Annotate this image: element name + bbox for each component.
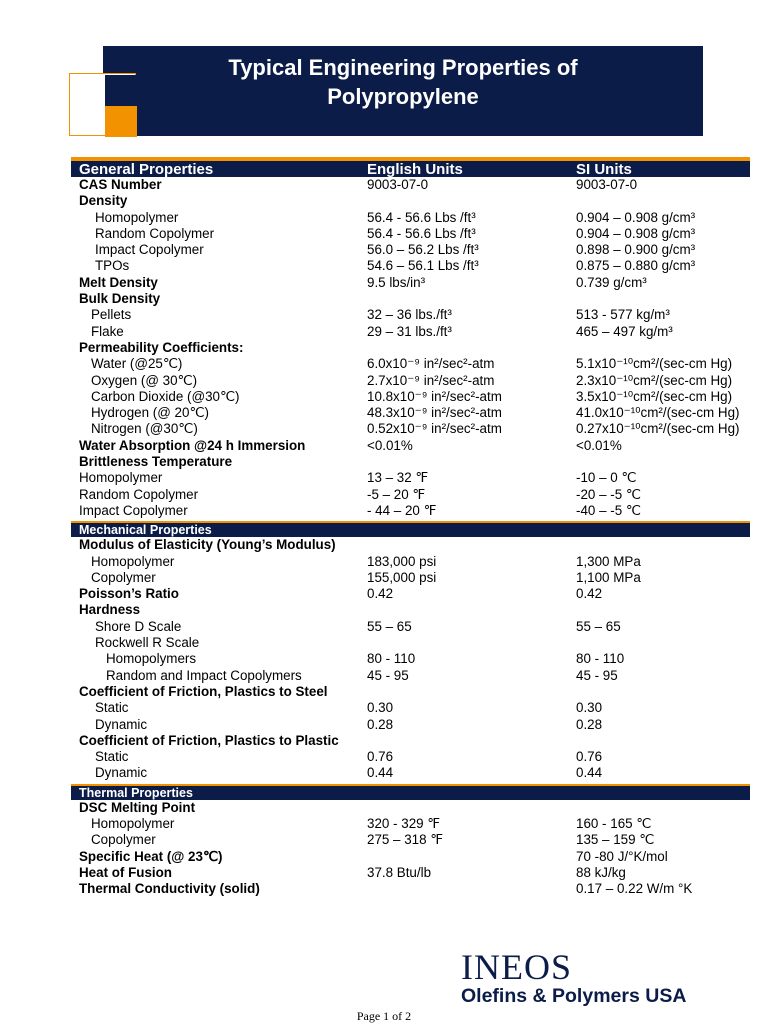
property-label: Density [79,193,128,209]
property-label: Homopolymer [79,470,163,486]
table-row [71,570,750,586]
header-general: General Properties [79,161,214,178]
property-label: Dynamic [95,716,148,732]
property-label: Shore D Scale [95,618,182,634]
si-value: -40 – -5 ℃ [576,502,641,518]
table-row [71,586,750,602]
table-row [71,668,750,684]
si-value: 88 kJ/kg [576,864,626,880]
table-row [71,210,750,226]
ineos-logo: INEOS [461,947,572,987]
property-label: Specific Heat (@ 23℃) [79,848,223,864]
property-label: Oxygen (@ 30℃) [91,372,198,388]
company-subtitle: Olefins & Polymers USA [461,985,687,1007]
si-value: 3.5x10⁻¹⁰cm²/(sec-cm Hg) [576,388,733,404]
english-value: 2.7x10⁻⁹ in²/sec²-atm [367,372,495,388]
property-label: Heat of Fusion [79,864,172,880]
table-row [71,373,750,389]
table-row [71,177,750,193]
si-value: 135 – 159 ℃ [576,832,655,848]
table-row [71,405,750,421]
english-value: 37.8 Btu/lb [367,864,432,880]
table-row [71,651,750,667]
property-label: Static [95,700,129,716]
si-value: 0.739 g/cm³ [576,274,647,290]
table-row [71,865,750,881]
si-value: 0.17 – 0.22 W/m °K [576,881,693,897]
si-value: 9003-07-0 [576,177,638,192]
table-row [71,700,750,716]
table-row [71,717,750,733]
property-label: Thermal Conductivity (solid) [79,881,260,897]
table-row [71,800,750,816]
property-label: Homopolymers [106,651,197,667]
property-label: Dynamic [95,765,148,781]
table-row [71,881,750,897]
english-value: 6.0x10⁻⁹ in²/sec²-atm [367,356,495,372]
english-value: 45 - 95 [367,667,409,683]
si-value: 0.898 – 0.900 g/cm³ [576,242,696,258]
english-value: 0.52x10⁻⁹ in²/sec²-atm [367,421,502,437]
table-row [71,749,750,765]
table-row [71,765,750,781]
si-value: 0.30 [576,700,603,716]
english-value: 10.8x10⁻⁹ in²/sec²-atm [367,388,502,404]
table-row [71,438,750,454]
table-row [71,619,750,635]
property-label: Melt Density [79,274,158,290]
table-row [71,242,750,258]
si-value: 513 - 577 kg/m³ [576,307,670,323]
si-value: 80 - 110 [576,651,625,667]
table-row [71,832,750,848]
property-label: Modulus of Elasticity (Young’s Modulus) [79,537,336,553]
english-value: 13 – 32 ℉ [367,470,429,486]
table-row [71,487,750,503]
table-row [71,421,750,437]
table-row [71,454,750,470]
property-label: Hardness [79,602,141,618]
table-row [71,193,750,209]
property-label: Copolymer [91,832,156,848]
si-value: -20 – -5 ℃ [576,486,641,502]
page-title-line2: Polypropylene [327,84,479,109]
english-value: <0.01% [367,437,413,453]
section-thermal [71,784,750,800]
english-value: 32 – 36 lbs./ft³ [367,307,452,323]
si-value: <0.01% [576,437,622,453]
table-row [71,554,750,570]
section-mechanical [71,521,750,537]
table-row [71,226,750,242]
si-value: 0.904 – 0.908 g/cm³ [576,225,696,241]
page-title [103,53,703,111]
property-label: Coefficient of Friction, Plastics to Steel [79,683,328,699]
si-value: 1,100 MPa [576,569,641,585]
property-label: Brittleness Temperature [79,454,233,470]
property-label: Bulk Density [79,291,161,307]
table-row [71,849,750,865]
table-row [71,324,750,340]
si-value: 0.904 – 0.908 g/cm³ [576,209,696,225]
property-label: Permeability Coefficients: [79,339,244,355]
header-english: English Units [367,161,463,178]
english-value: 0.76 [367,749,394,765]
property-label: Flake [91,323,124,339]
property-label: Coefficient of Friction, Plastics to Plastic [79,732,339,748]
table-row [71,733,750,749]
english-value: 183,000 psi [367,553,437,569]
si-value: -10 – 0 ℃ [576,470,637,486]
english-value: 29 – 31 lbs./ft³ [367,323,452,339]
table-row [71,356,750,372]
english-value: 56.4 - 56.6 Lbs /ft³ [367,225,476,241]
property-label: Impact Copolymer [79,502,188,518]
table-row [71,258,750,274]
table-row [71,389,750,405]
table-row [71,816,750,832]
si-value: 5.1x10⁻¹⁰cm²/(sec-cm Hg) [576,356,733,372]
property-label: Homopolymer [95,209,179,225]
english-value: -5 – 20 ℉ [367,486,426,502]
page-title-line1: Typical Engineering Properties of [228,55,578,80]
property-label: Mechanical Properties [79,523,212,538]
english-value: 55 – 65 [367,618,412,634]
english-value: 0.30 [367,700,394,716]
english-value: - 44 – 20 ℉ [367,502,437,518]
table-row [71,602,750,618]
si-value: 45 - 95 [576,667,618,683]
property-label: Carbon Dioxide (@30℃) [91,388,240,404]
property-label: TPOs [95,258,130,274]
si-value: 0.76 [576,749,603,765]
property-label: Homopolymer [91,815,175,831]
english-value: 0.44 [367,765,394,781]
property-label: Thermal Properties [79,785,193,800]
english-value: 320 - 329 ℉ [367,815,441,831]
table-row [71,291,750,307]
english-value: 155,000 psi [367,569,437,585]
header-si: SI Units [576,161,632,178]
property-label: Poisson’s Ratio [79,586,179,602]
si-value: 0.44 [576,765,603,781]
property-label: Hydrogen (@ 20℃) [91,405,209,421]
decorative-square-icon [69,73,136,136]
si-value: 0.42 [576,586,603,602]
property-label: Impact Copolymer [95,242,204,258]
english-value: 80 - 110 [367,651,416,667]
english-value: 9.5 lbs/in³ [367,274,426,290]
table-row [71,503,750,519]
si-value: 41.0x10⁻¹⁰cm²/(sec-cm Hg) [576,405,740,421]
english-value: 54.6 – 56.1 Lbs /ft³ [367,258,479,274]
property-label: Homopolymer [91,553,175,569]
si-value: 1,300 MPa [576,553,641,569]
si-value: 0.27x10⁻¹⁰cm²/(sec-cm Hg) [576,421,740,437]
title-banner [103,46,703,136]
table-row [71,635,750,651]
property-label: Nitrogen (@30℃) [91,421,198,437]
english-value: 275 – 318 ℉ [367,832,444,848]
property-label: Copolymer [91,569,156,585]
table-header [71,157,750,177]
table-row [71,684,750,700]
si-value: 0.875 – 0.880 g/cm³ [576,258,696,274]
si-value: 0.28 [576,716,603,732]
english-value: 56.4 - 56.6 Lbs /ft³ [367,209,476,225]
table-row [71,470,750,486]
si-value: 55 – 65 [576,618,621,634]
table-row [71,340,750,356]
english-value: 56.0 – 56.2 Lbs /ft³ [367,242,479,258]
english-value: 48.3x10⁻⁹ in²/sec²-atm [367,405,502,421]
page-number: Page 1 of 2 [356,1009,412,1023]
property-label: CAS Number [79,177,162,192]
si-value: 160 - 165 ℃ [576,815,652,831]
property-label: Random Copolymer [95,225,215,241]
si-value: 2.3x10⁻¹⁰cm²/(sec-cm Hg) [576,372,733,388]
property-label: Water (@25℃) [91,356,183,372]
property-label: Pellets [91,307,132,323]
si-value: 70 -80 J/°K/mol [576,848,668,864]
property-label: Static [95,749,129,765]
properties-table [71,157,750,897]
property-label: Random and Impact Copolymers [106,667,302,683]
property-label: DSC Melting Point [79,799,196,815]
table-row [71,275,750,291]
property-label: Random Copolymer [79,486,199,502]
english-value: 0.28 [367,716,394,732]
english-value: 0.42 [367,586,394,602]
property-label: Water Absorption @24 h Immersion [79,437,306,453]
table-row [71,537,750,553]
si-value: 465 – 497 kg/m³ [576,323,673,339]
english-value: 9003-07-0 [367,177,429,192]
property-label: Rockwell R Scale [95,635,200,651]
table-row [71,307,750,323]
